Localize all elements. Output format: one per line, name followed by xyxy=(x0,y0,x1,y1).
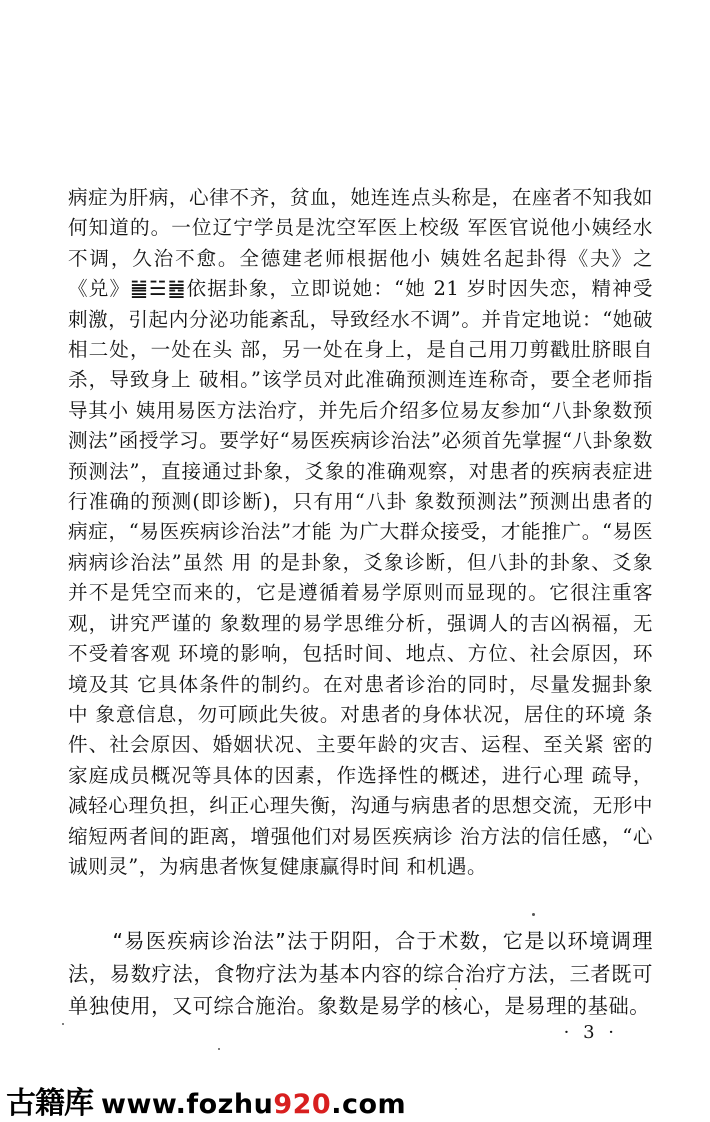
scan-speck xyxy=(532,913,535,916)
scan-speck xyxy=(455,988,457,990)
site-watermark xyxy=(6,1078,406,1122)
watermark-site-name: 古籍库 xyxy=(6,1086,93,1121)
scan-speck xyxy=(218,1048,220,1050)
watermark-url-suffix: .com xyxy=(331,1089,407,1120)
watermark-url-number: 920 xyxy=(273,1089,332,1120)
body-paragraph-2: “易医疾病诊治法”法于阴阳，合于术数，它是以环境调理法，易数疗法，食物疗法为基本内容的综合治疗方法，三者既可单独使用，又可综合施治。象数是易学的核心，是易理的基础。 xyxy=(68,929,653,1018)
watermark-url-prefix: www.fozhu xyxy=(101,1089,274,1120)
body-paragraph-1: 病症为肝病，心律不齐，贫血，她连连点头称是，在座者不知我如何知道的。一位辽宁学员是沈空军医上校级 军医官说他小姨经水不调，久治不愈。全德建老师根据他小 姨姓名起卦得《夬》之《兑》䷪☱䷹依据卦象，立即说她：“她 21 岁时因失恋，精神受刺激，引起内分泌功能紊乱，导致经水不调”。并肯定地说：“她破相二处，一处在头 部，另一处在身上，是自己用刀剪戳肚脐眼自杀，导致身上 破相。”该学员对此准确预测连连称奇，要全老师指导其小 姨用易医方法治疗，并先后介绍多位易友参加“八卦象数预 测法”函授学习。要学好“易医疾病诊治法”必须首先掌握“八卦象数预测法”，直接通过卦象，爻象的准确观察，对患者的疾病表症进行准确的预测(即诊断)，只有用“八卦 象数预测法”预测出患者的病症，“易医疾病诊治法”才能 为广大群众接受，才能推广。“易医病病诊治法”虽然 用 的是卦象，爻象诊断，但八卦的卦象、爻象并不是凭空而来的，它是遵循着易学原则而显现的。它很注重客观，讲究严谨的 象数理的易学思维分析，强调人的吉凶祸福，无不受着客观 环境的影响，包括时间、地点、方位、社会原因，环境及其 它具体条件的制约。在对患者诊治的同时，尽量发掘卦象中 象意信息，勿可顾此失彼。对患者的身体状况，居住的环境 条件、社会原因、婚姻状况、主要年龄的灾吉、运程、至关紧 密的家庭成员概况等具体的因素，作选择性的概述，进行心理 疏导，减轻心理负担，纠正心理失衡，沟通与病患者的思想交流，无形中缩短两者间的距离，增强他们对易医疾病诊 治方法的信任感，“心诚则灵”，为病患者恢复健康赢得时间 和机遇。 xyxy=(68,186,653,878)
watermark-url xyxy=(101,1089,406,1120)
page-number: · 3 · xyxy=(563,1022,618,1043)
scan-speck xyxy=(62,1023,64,1025)
